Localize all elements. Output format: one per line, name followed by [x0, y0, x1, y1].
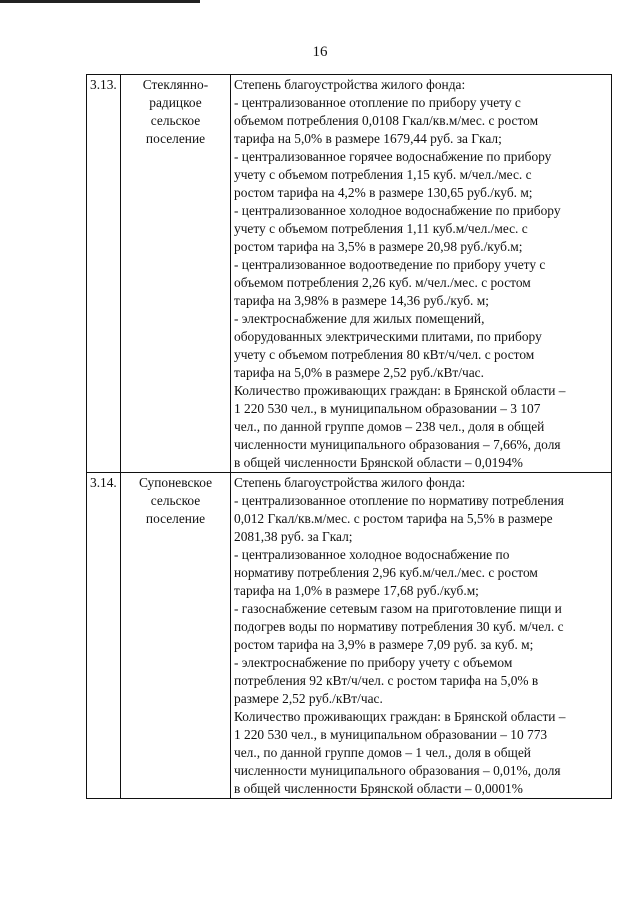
description-line: - централизованное водоотведение по прибору учету с: [234, 257, 546, 272]
description-line: чел., по данной группе домов – 238 чел., доля в общей: [234, 419, 545, 434]
description-line: - централизованное холодное водоснабжение по прибору: [234, 203, 561, 218]
description-line: тарифа на 5,0% в размере 2,52 руб./кВт/час.: [234, 365, 484, 380]
settlement-name-line: радицкое: [149, 95, 202, 110]
description-line: объемом потребления 0,0108 Гкал/кв.м/мес. с ростом: [234, 113, 539, 128]
settlement-name-line: сельское: [150, 113, 201, 128]
description-line: - электроснабжение по прибору учету с объемом: [234, 655, 513, 670]
settlement-name: [121, 75, 231, 473]
description-line: - электроснабжение для жилых помещений,: [234, 311, 485, 326]
description-line: объемом потребления 2,26 куб. м/чел./мес. с ростом: [234, 275, 531, 290]
description-line: размере 2,52 руб./кВт/час.: [234, 691, 383, 706]
description-line: - централизованное холодное водоснабжение по: [234, 547, 510, 562]
description-line: тарифа на 3,98% в размере 14,36 руб./куб. м;: [234, 293, 489, 308]
row-number: 3.13.: [87, 75, 121, 473]
description-line: - централизованное горячее водоснабжение по прибору: [234, 149, 552, 164]
description-line: тарифа на 1,0% в размере 17,68 руб./куб.м;: [234, 583, 479, 598]
settlement-name-line: Супоневское: [138, 475, 213, 490]
settlement-name: [121, 473, 231, 799]
row-number: 3.14.: [87, 473, 121, 799]
description-line: численности муниципального образования – 0,01%, доля: [234, 763, 561, 778]
table-body: [87, 75, 612, 799]
settlement-name-line: сельское: [150, 493, 201, 508]
description-line: учету с объемом потребления 1,11 куб.м/чел./мес. с: [234, 221, 528, 236]
description-line: в общей численности Брянской области – 0,0194%: [234, 455, 523, 470]
description-line: учету с объемом потребления 80 кВт/ч/чел. с ростом: [234, 347, 535, 362]
description-cell: [231, 473, 612, 799]
description-line: тарифа на 5,0% в размере 1679,44 руб. за Гкал;: [234, 131, 502, 146]
description-line: ростом тарифа на 3,5% в размере 20,98 руб./куб.м;: [234, 239, 523, 254]
description-line: - централизованное отопление по прибору учету с: [234, 95, 521, 110]
description-line: нормативу потребления 2,96 куб.м/чел./мес. с ростом: [234, 565, 538, 580]
top-edge-line: [0, 0, 200, 3]
description-line: потребления 92 кВт/ч/чел. с ростом тарифа на 5,0% в: [234, 673, 539, 688]
settlement-name-line: поселение: [145, 131, 206, 146]
description-line: 0,012 Гкал/кв.м/мес. с ростом тарифа на 5,5% в размере: [234, 511, 553, 526]
table-row: [87, 473, 612, 799]
description-line: - централизованное отопление по нормативу потребления: [234, 493, 564, 508]
description-line: Количество проживающих граждан: в Брянской области –: [234, 383, 566, 398]
description-line: подогрев воды по нормативу потребления 30 куб. м/чел. с: [234, 619, 564, 634]
description-line: - газоснабжение сетевым газом на приготовление пищи и: [234, 601, 562, 616]
settlement-name-line: Стеклянно-: [142, 77, 209, 92]
description-line: чел., по данной группе домов – 1 чел., доля в общей: [234, 745, 531, 760]
tariff-table: [86, 74, 612, 799]
table-row: [87, 75, 612, 473]
description-line: учету с объемом потребления 1,15 куб. м/чел./мес. с: [234, 167, 532, 182]
description-line: 1 220 530 чел., в муниципальном образовании – 10 773: [234, 727, 548, 742]
description-line: оборудованных электрическими плитами, по прибору: [234, 329, 542, 344]
description-line: 2081,38 руб. за Гкал;: [234, 529, 353, 544]
description-line: ростом тарифа на 3,9% в размере 7,09 руб. за куб. м;: [234, 637, 534, 652]
description-line: Степень благоустройства жилого фонда:: [234, 475, 466, 490]
description-line: 1 220 530 чел., в муниципальном образовании – 3 107: [234, 401, 541, 416]
description-line: Степень благоустройства жилого фонда:: [234, 77, 466, 92]
description-line: Количество проживающих граждан: в Брянской области –: [234, 709, 566, 724]
description-line: численности муниципального образования – 7,66%, доля: [234, 437, 561, 452]
page-number: 16: [312, 44, 328, 60]
description-cell: [231, 75, 612, 473]
description-line: в общей численности Брянской области – 0,0001%: [234, 781, 523, 796]
settlement-name-line: поселение: [145, 511, 206, 526]
description-line: ростом тарифа на 4,2% в размере 130,65 руб./куб. м;: [234, 185, 533, 200]
